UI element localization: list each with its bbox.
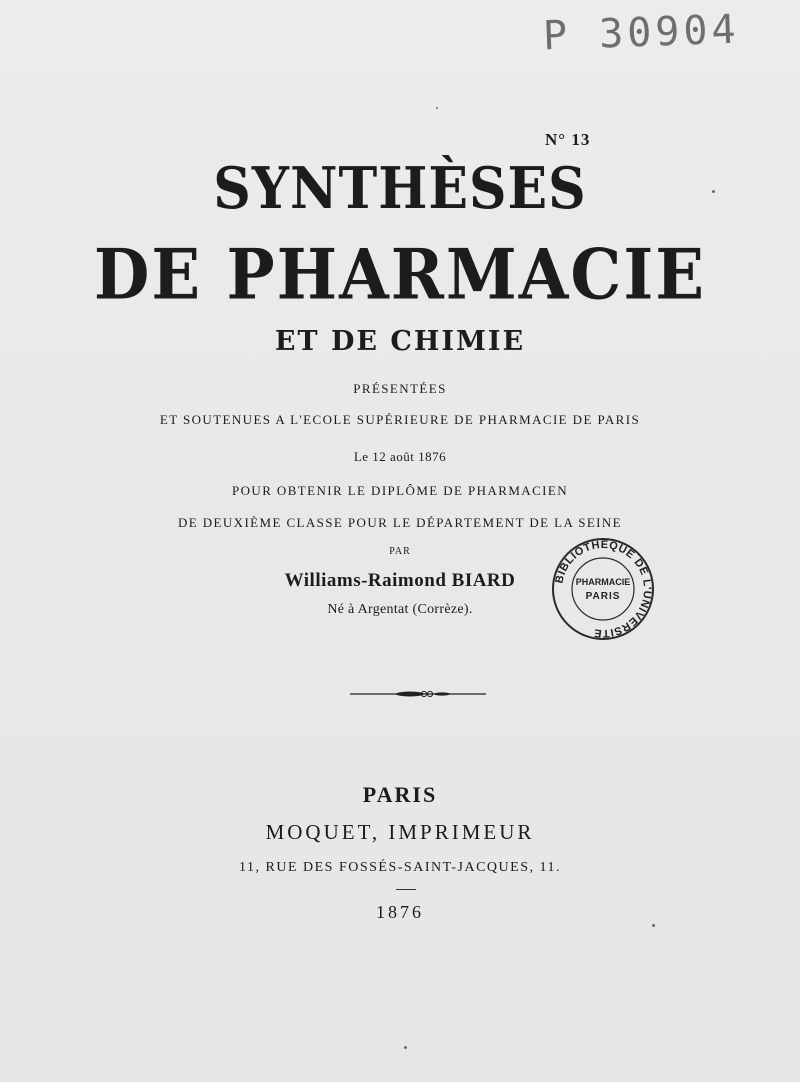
stamp-inner-line-2: PARIS [585, 591, 621, 602]
stamp-inner-line-1: PHARMACIE [575, 577, 631, 587]
paper-speck [404, 1046, 407, 1049]
author-birthplace: Né à Argentat (Corrèze). [327, 602, 473, 617]
publisher-city: PARIS [362, 782, 438, 807]
short-divider [396, 889, 416, 890]
printer-name: MOQUET, IMPRIMEUR [265, 820, 535, 844]
purpose-line-1: POUR OBTENIR LE DIPLÔME DE PHARMACIEN [232, 483, 568, 498]
defense-date: Le 12 août 1876 [353, 449, 447, 464]
printer-address: 11, RUE DES FOSSÉS-SAINT-JACQUES, 11. [239, 860, 561, 875]
presented-line: PRÉSENTÉES [353, 381, 447, 396]
handwritten-shelfmark: P 30904 [542, 6, 741, 60]
thesis-number: N° 13 [545, 130, 591, 149]
purpose-line-2: DE DEUXIÈME CLASSE POUR LE DÉPARTEMENT DE LA SEINE [177, 515, 623, 530]
title-line-1: SYNTHÈSES [213, 154, 587, 223]
publication-year: 1876 [376, 902, 424, 922]
title-line-3: ET DE CHIMIE [274, 326, 526, 357]
paper-speck [436, 107, 438, 109]
by-line: PAR [389, 546, 411, 557]
ornamental-rule [350, 690, 486, 698]
title-line-2: DE PHARMACIE [93, 235, 707, 316]
library-stamp [551, 537, 655, 641]
paper-speck [712, 190, 715, 193]
defended-line: ET SOUTENUES A L'ECOLE SUPÉRIEURE DE PHARMACIE DE PARIS [159, 412, 641, 427]
stamp-outer-text: BIBLIOTHÈQUE DE L'UNIVERSITÉ [553, 538, 654, 640]
author-name: Williams-Raimond BIARD [284, 570, 516, 591]
paper-speck [652, 924, 655, 927]
